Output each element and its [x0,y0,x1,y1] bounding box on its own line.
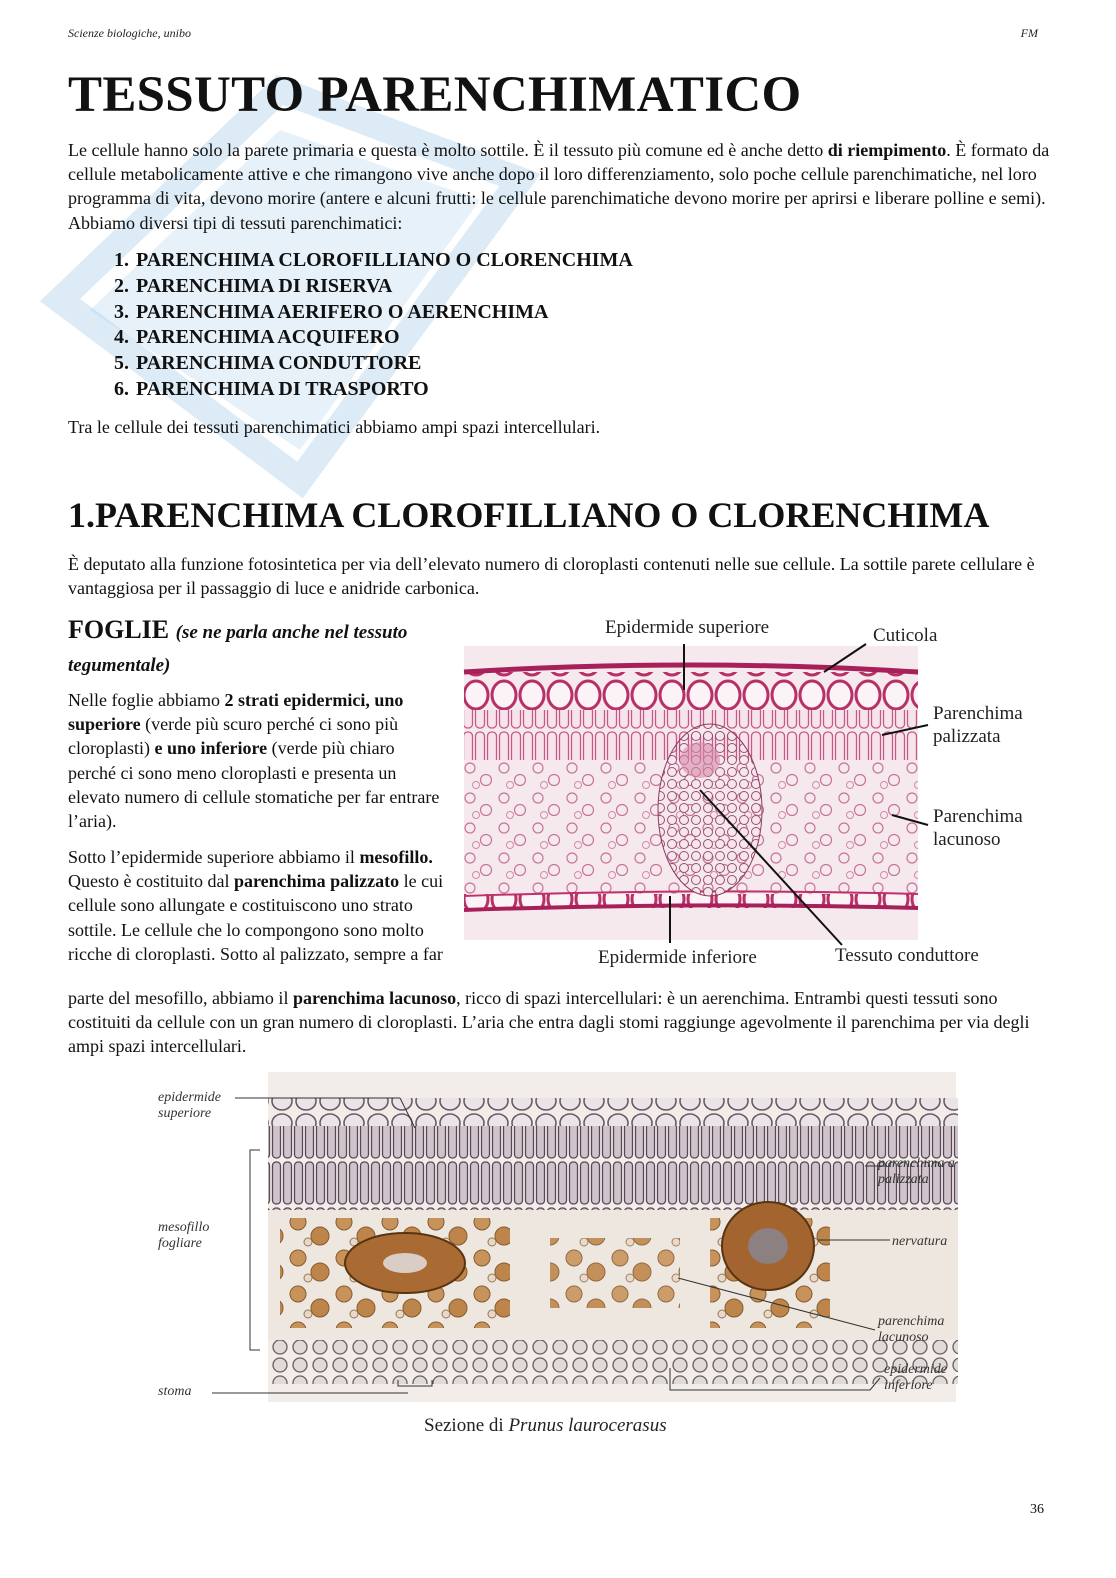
header-left: Scienze biologiche, unibo [68,26,191,40]
parenchyma-types-list [96,248,633,403]
section-heading: 1.PARENCHIMA CLOROFILLIANO O CLORENCHIMA [68,495,990,535]
label-epidermide-inferiore: epidermide inferiore [884,1362,947,1393]
section-paragraph: È deputato alla funzione fotosintetica per via dell’elevato numero di cloroplasti contenuti nelle sue cellule. La sottile parete cellulare è vantaggiosa per il passaggio di luce e anidride carbonica. [68,554,1035,599]
header-right: FM [1020,26,1038,40]
label-parenchima-palizzata: Parenchima palizzata [933,703,1023,747]
label-parenchima-lacunoso: parenchima lacunoso [878,1314,945,1345]
foglie-paragraph-3: parte del mesofillo, abbiamo il parenchima lacunoso, ricco di spazi intercellulari: è un aerenchima. Entrambi questi tessuti sono costituiti da cellule con un gran numero di cloroplasti. L’aria che entra dagli stomi raggiunge agevolmente il parenchima per via degli ampi spazi intercellulari. [68,988,1030,1057]
prunus-section-micrograph [150,1068,960,1408]
label-mesofillo-fogliare: mesofillo fogliare [158,1220,210,1251]
page-title: TESSUTO PARENCHIMATICO [68,67,802,123]
label-stoma: stoma [158,1384,192,1399]
intro-paragraph: Le cellule hanno solo la parete primaria e questa è molto sottile. È il tessuto più comune ed è anche detto di riempimento. È formato da cellule metabolicamente attive e che rimangono vive anche dopo il loro differenziamento, solo poche cellule parenchimatiche, nel loro programma di vita, devono morire (antere e alcuni frutti: le cellule parenchimatiche devono morire per aprirsi e liberare polline e semi). Abbiamo diversi tipi di tessuti parenchimatici: [68,140,1050,233]
label-epidermide-inferiore: Epidermide inferiore [598,947,757,968]
label-tessuto-conduttore: Tessuto conduttore [835,945,979,966]
prunus-section-figure [150,1068,960,1408]
foglie-heading: FOGLIE (se ne parla anche nel tessuto tegumentale) [68,615,408,676]
leaf-section-micrograph [462,610,1072,975]
label-cuticola: Cuticola [873,625,938,646]
label-nervatura: nervatura [892,1234,948,1249]
list-item: 2. PARENCHIMA DI RISERVA [134,274,633,300]
intercellular-note: Tra le cellule dei tessuti parenchimatici abbiamo ampi spazi intercellulari. [68,417,601,437]
list-item: 4. PARENCHIMA ACQUIFERO [134,325,633,351]
figure-caption: Sezione di Prunus laurocerasus [424,1415,667,1436]
foglie-paragraph-2: Sotto l’epidermide superiore abbiamo il mesofillo. Questo è costituito dal parenchima palizzato le cui cellule sono allungate e costituiscono uno strato sottile. Le cellule che lo compongono sono molto ricche di cloroplasti. Sotto al palizzato, sempre a far [68,847,444,964]
page-number: 36 [1030,1502,1044,1517]
foglie-paragraph-1: Nelle foglie abbiamo 2 strati epidermici, uno superiore (verde più scuro perché ci sono più cloroplasti) e uno inferiore (verde più chiaro perché ci sono meno cloroplasti e presenta un elevato numero di cellule stomatiche per far entrare l’aria). [68,690,440,832]
list-item: 3. PARENCHIMA AERIFERO O AERENCHIMA [134,300,633,326]
list-item: 6. PARENCHIMA DI TRASPORTO [134,377,633,403]
list-item: 1. PARENCHIMA CLOROFILLIANO O CLORENCHIMA [134,248,633,274]
label-epidermide-superiore: Epidermide superiore [605,617,770,638]
list-item: 5. PARENCHIMA CONDUTTORE [134,351,633,377]
label-epidermide-superiore: epidermide superiore [158,1090,221,1121]
label-parenchima-lacunoso: Parenchima lacunoso [933,806,1023,850]
leaf-section-figure [462,610,1072,975]
label-parenchima-a-palizzata: parenchima a palizzata [878,1156,955,1187]
